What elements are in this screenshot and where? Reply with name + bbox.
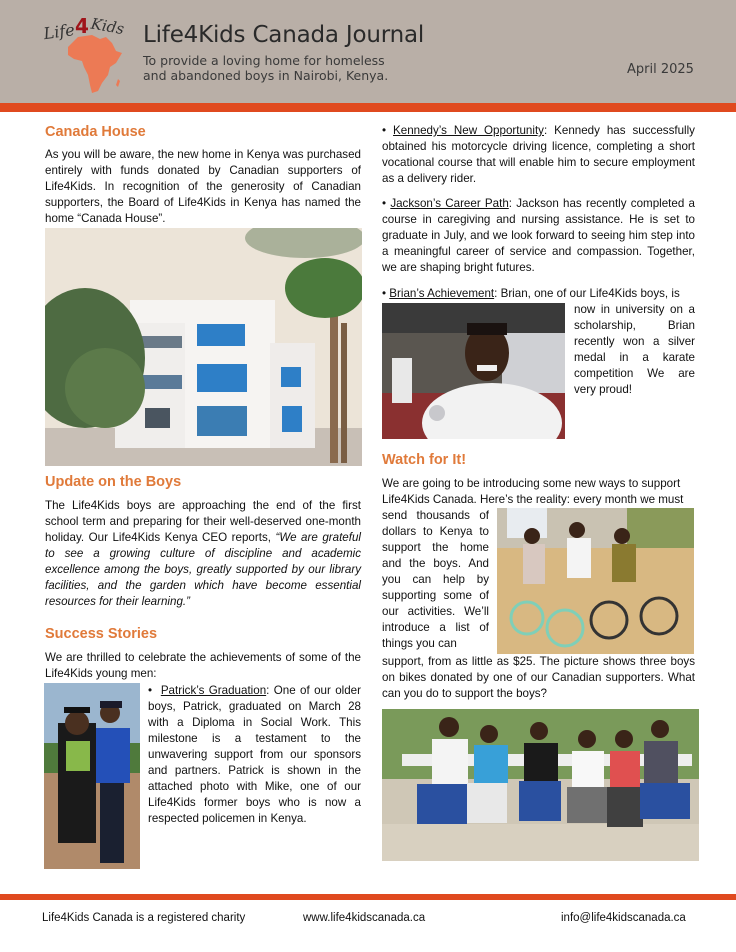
watch-section: [382, 452, 695, 508]
update-text: The Life4Kids boys are approaching the end of the first school term and preparing for their well-deserved one-month holiday. Our Life4Kids Kenya CEO reports,: [45, 499, 361, 544]
watch-body-top: We are going to be introducing some new ways to support Life4Kids Canada. Here’s the reality: every month we must: [382, 477, 684, 506]
canada-house-section: [45, 124, 361, 227]
canada-house-body: As you will be aware, the new home in Kenya was purchased entirely with funds donated by Canadian supporters of Life4Kids. In recognition of the generosity of Canadian supporters, the Board of Life4Kids in Kenya has named the home “Canada House”.: [45, 148, 361, 225]
story-brian-wrap: [574, 302, 695, 398]
tagline: [143, 53, 388, 83]
success-heading: Success Stories: [45, 626, 158, 642]
story-brian-wrap-text: now in university on a scholarship, Brian recently won a silver medal in a karate competition We are very proud!: [574, 303, 695, 396]
update-heading: Update on the Boys: [45, 474, 182, 490]
logo-text-4: 4: [75, 15, 89, 38]
logo-text-kids: Kids: [89, 15, 126, 39]
update-section: [45, 474, 361, 610]
website-link[interactable]: www.life4kidscanada.ca: [303, 912, 426, 924]
brian-medal-photo: [382, 303, 565, 439]
canada-house-photo: [45, 228, 362, 466]
story-title: Patrick’s Graduation: [160, 684, 267, 697]
update-body: [45, 498, 361, 610]
story-title: Brian’s Achievement: [389, 287, 495, 300]
charity-note: Life4Kids Canada is a registered charity: [42, 912, 246, 924]
footer-divider: [0, 894, 736, 900]
ceo-quote: “We are grateful to see a growing culture of discipline and academic excellence among the boys, greatly supported by our library facilities, and the garden which have become essential resources for their learning.”: [45, 531, 361, 608]
story-patrick: [148, 683, 361, 827]
bullet: •: [382, 124, 387, 137]
story-title: Jackson’s Career Path: [390, 197, 509, 210]
bullet: •: [382, 287, 387, 300]
watch-bottom: [382, 654, 695, 702]
masthead: [0, 0, 736, 103]
logo-text-life: Life: [42, 20, 76, 44]
bullet: •: [382, 197, 387, 210]
journal-title: Life4Kids Canada Journal: [143, 22, 425, 48]
watch-wrap: [382, 508, 489, 652]
bullet: •: [148, 684, 153, 697]
story-body: : Jackson has recently completed a course in caregiving and nursing assistance. He is set to graduate in July, and we look forward to seeing him step into a meaningful career of service and compassion. Together, we are shaping bright futures.: [382, 197, 695, 274]
watch-heading: Watch for It!: [382, 452, 467, 468]
story-body: : Kennedy has successfully obtained his motorcycle driving licence, completing a short vocational course that will enable him to secure employment as a delivery rider.: [382, 124, 695, 185]
watch-body-bottom: support, from as little as $25. The picture shows three boys on bikes donated by one of our Canadian supporters. What can you do to support the boys?: [382, 655, 695, 700]
story-body: : One of our older boys, Patrick, graduated on March 28 with a Diploma in Social Work. This milestone is a testament to the unwavering support from our sponsors and partners. Patrick is shown in the attached photo with Mike, one of our Life4Kids former boys who is now a respected policemen in Kenya.: [148, 684, 361, 825]
canada-house-heading: Canada House: [45, 124, 146, 140]
story-jackson: [382, 196, 695, 276]
africa-map-icon: [68, 35, 122, 93]
watch-body-wrap: send thousands of dollars to Kenya to support the home and the boys. And you can help by supporting some of our activities. We’ll introduce a list of things you can: [382, 509, 489, 650]
success-section: [45, 626, 361, 682]
six-boys-photo: [382, 709, 699, 861]
story-kennedy: [382, 123, 695, 187]
boys-on-bikes-photo: [497, 508, 694, 654]
story-title: Kennedy’s New Opportunity: [393, 124, 544, 137]
tagline-line-1: To provide a loving home for homeless: [143, 53, 385, 68]
header-divider: [0, 103, 736, 112]
issue-date: April 2025: [627, 62, 694, 77]
life4kids-logo: [40, 15, 135, 100]
story-brian: [382, 286, 695, 302]
success-intro: We are thrilled to celebrate the achievements of some of the Life4Kids young men:: [45, 651, 361, 680]
story-body-start: : Brian, one of our Life4Kids boys, is: [494, 287, 680, 300]
tagline-line-2: and abandoned boys in Nairobi, Kenya.: [143, 68, 389, 83]
patrick-graduation-photo: [44, 683, 140, 869]
email-link[interactable]: info@life4kidscanada.ca: [561, 912, 686, 924]
